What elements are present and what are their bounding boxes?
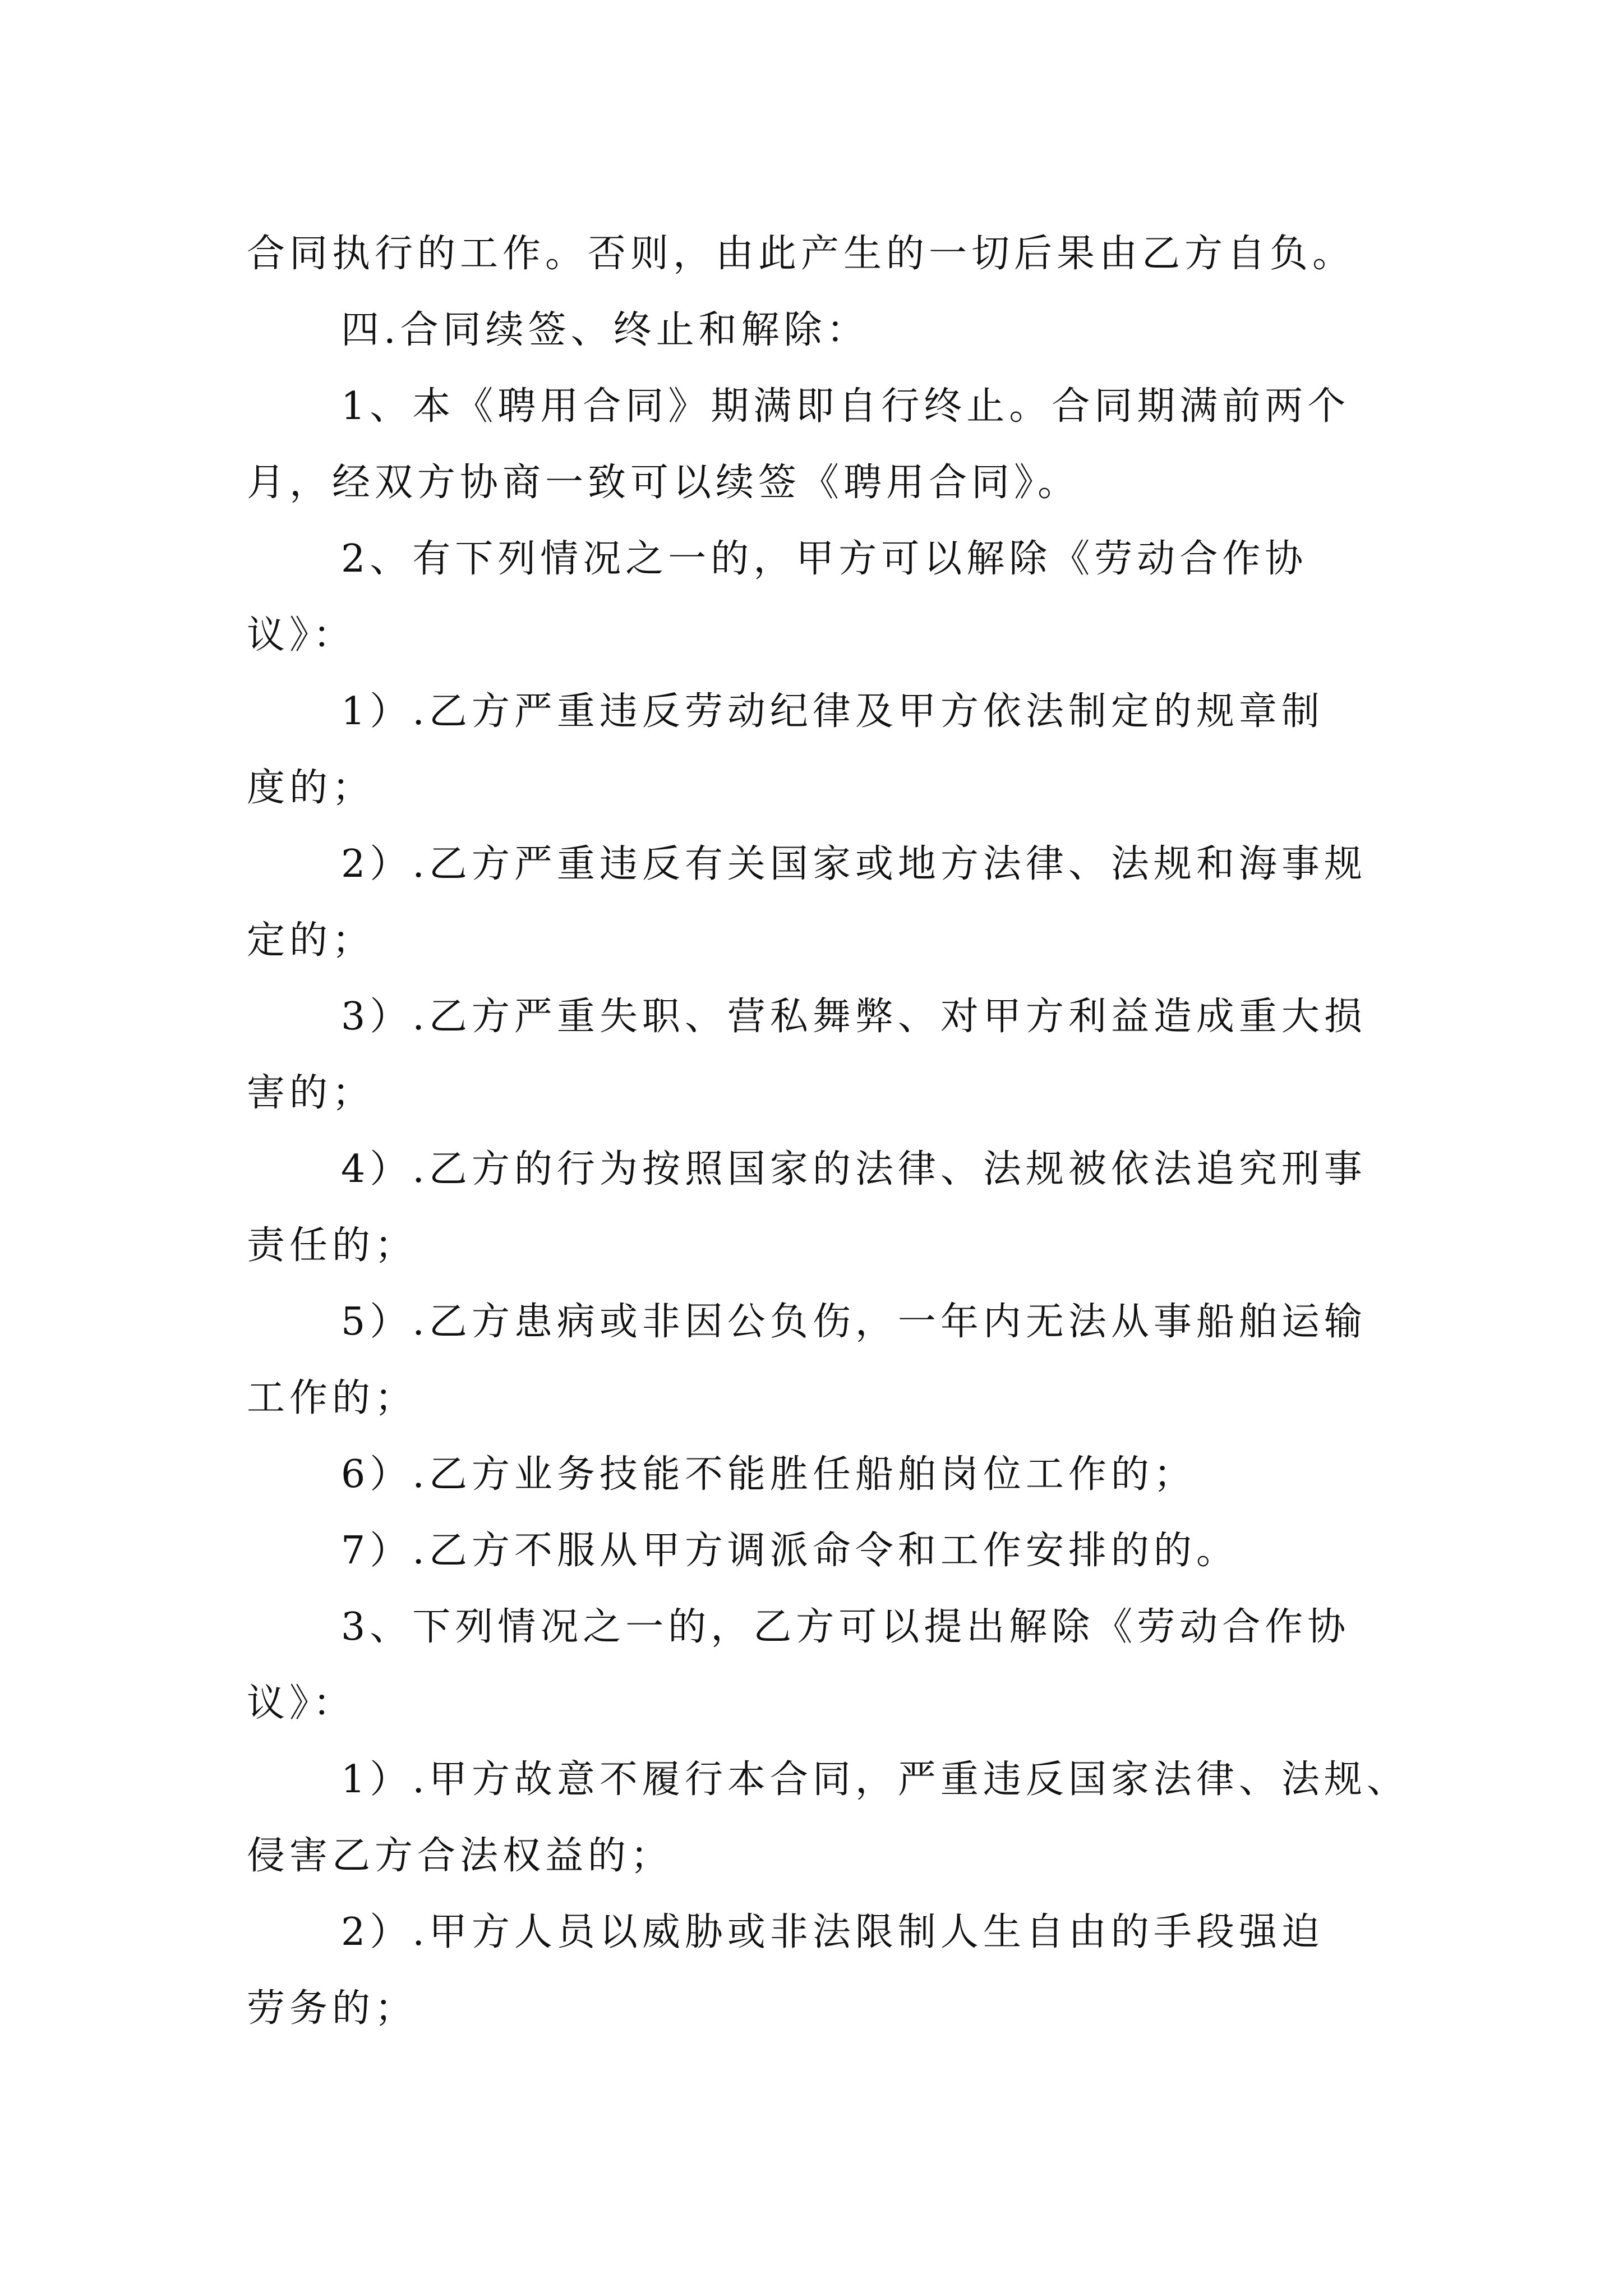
list-item: 2）.乙方严重违反有关国家或地方法律、法规和海事规	[341, 842, 1367, 886]
paragraph-line: 2、有下列情况之一的，甲方可以解除《劳动合作协	[341, 537, 1308, 581]
paragraph-line: 月，经双方协商一致可以续签《聘用合同》。	[247, 461, 1081, 505]
list-item: 2）.甲方人员以威胁或非法限制人生自由的手段强迫	[341, 1910, 1324, 1954]
paragraph-line: 合同执行的工作。否则，由此产生的一切后果由乙方自负。	[247, 232, 1355, 276]
section-heading: 四.合同续签、终止和解除：	[341, 308, 869, 352]
list-item-continuation: 定的；	[247, 918, 375, 963]
list-item-continuation: 害的；	[247, 1071, 375, 1115]
list-item: 5）.乙方患病或非因公负伤，一年内无法从事船舶运输	[341, 1300, 1367, 1344]
document-page	[247, 216, 1409, 2047]
list-item-continuation: 劳务的；	[247, 1986, 418, 2031]
list-item: 1）.乙方严重违反劳动纪律及甲方依法制定的规章制	[341, 689, 1324, 734]
list-item: 4）.乙方的行为按照国家的法律、法规被依法追究刑事	[341, 1147, 1367, 1191]
list-item: 1）.甲方故意不履行本合同，严重违反国家法律、法规、	[341, 1757, 1409, 1802]
list-item: 7）.乙方不服从甲方调派命令和工作安排的的。	[341, 1529, 1239, 1573]
list-item-continuation: 侵害乙方合法权益的；	[247, 1834, 674, 1878]
paragraph-line: 议》：	[247, 613, 356, 657]
list-item-continuation: 责任的；	[247, 1223, 418, 1268]
list-item-continuation: 度的；	[247, 766, 375, 810]
paragraph-line: 1、本《聘用合同》期满即自行终止。合同期满前两个	[341, 384, 1350, 429]
paragraph-line: 3、下列情况之一的，乙方可以提出解除《劳动合作协	[341, 1605, 1350, 1649]
list-item-continuation: 工作的；	[247, 1376, 418, 1420]
list-item: 3）.乙方严重失职、营私舞弊、对甲方利益造成重大损	[341, 995, 1367, 1039]
list-item: 6）.乙方业务技能不能胜任船舶岗位工作的；	[341, 1452, 1196, 1497]
paragraph-line: 议》：	[247, 1681, 356, 1726]
